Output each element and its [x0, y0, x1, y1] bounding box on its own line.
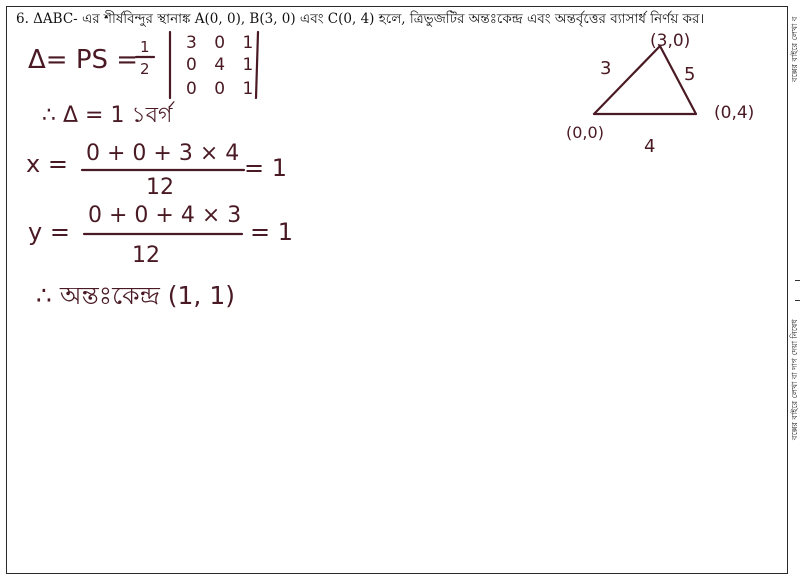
side-label-right: 5: [684, 64, 696, 85]
side-label-left: 3: [600, 58, 612, 79]
triangle-sketch: [594, 46, 696, 114]
vertex-label-left: (0,0): [566, 123, 604, 142]
x-result: = 1: [244, 154, 288, 182]
incenter-conclusion: ∴ অন্তঃকেন্দ্র (1, 1): [36, 281, 235, 310]
area-value: ∴ Δ = 1 ১বর্গ: [42, 103, 173, 128]
vertex-label-right: (0,4): [714, 103, 755, 123]
half-numerator: 1: [140, 38, 150, 56]
x-denominator: 12: [146, 175, 174, 200]
determinant-row-3: 0 0 1: [186, 79, 260, 99]
margin-warning-bottom: বক্সের বাইরে লেখা বা দাগ দেয়া নিষেধ: [790, 319, 799, 440]
y-label: y =: [28, 218, 70, 246]
x-label: x =: [26, 150, 68, 178]
x-numerator: 0 + 0 + 3 × 4: [86, 141, 240, 166]
y-result: = 1: [250, 218, 294, 246]
y-denominator: 12: [132, 243, 160, 268]
half-denominator: 2: [140, 60, 150, 78]
question-text: 6. ΔABC- এর শীর্ষবিন্দুর স্থানাঙ্ক A(0, 0), B(3, 0) এবং C(0, 4) হলে, ত্রিভুজটির অন্তঃকেন্দ্র এবং অন্তর্বৃত্তের ব্যাসার্ধ নির্ণয় কর।: [16, 11, 705, 27]
determinant-row-1: 3 0 1: [186, 33, 260, 53]
side-label-base: 4: [644, 136, 656, 157]
determinant-row-2: 0 4 1: [186, 55, 260, 75]
area-expression: Δ= PS =: [28, 45, 139, 75]
y-numerator: 0 + 0 + 4 × 3: [88, 203, 242, 228]
vertex-label-apex: (3,0): [650, 31, 691, 51]
margin-warning-top: বক্সের বাইরে লেখা ব: [790, 16, 799, 82]
